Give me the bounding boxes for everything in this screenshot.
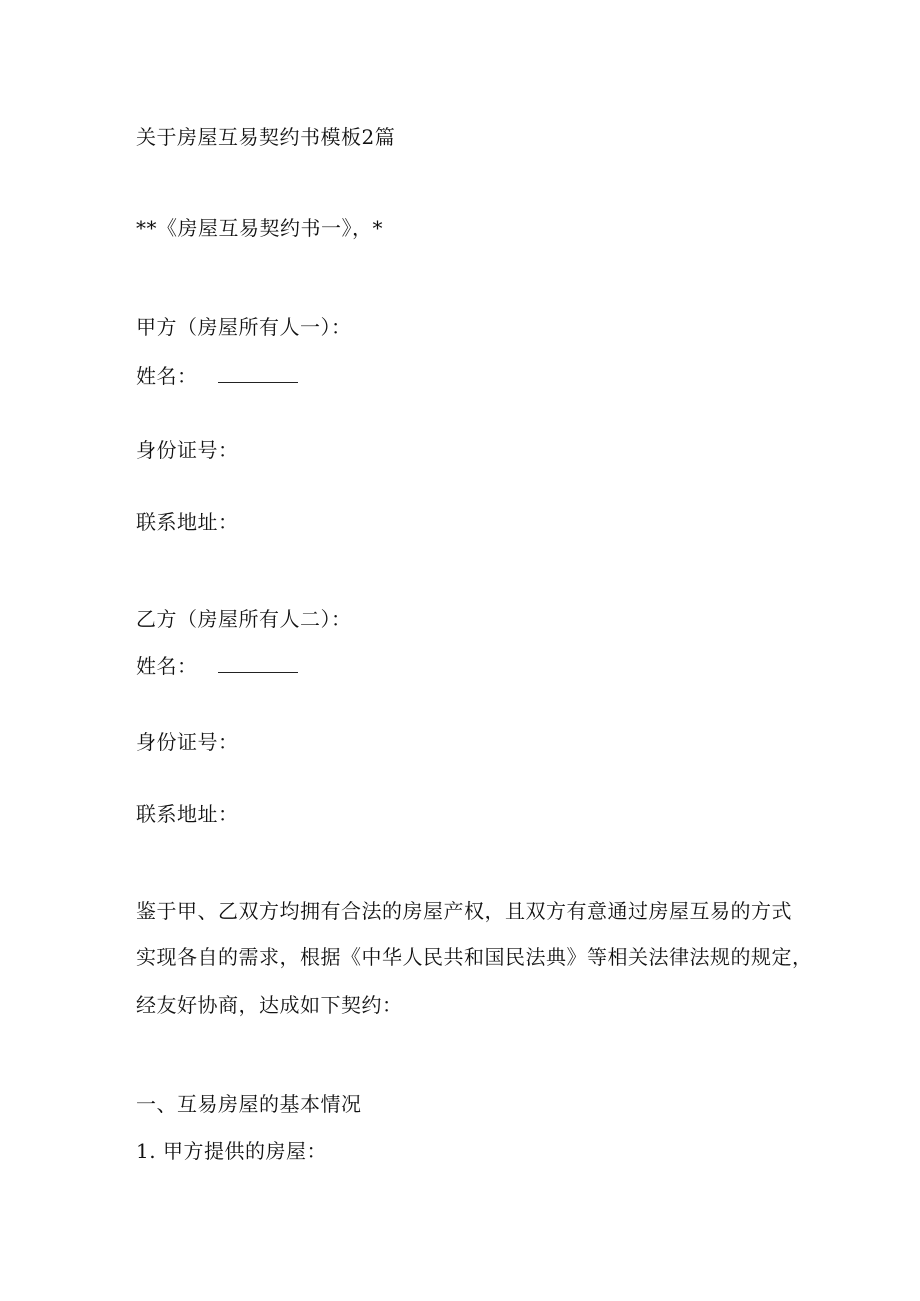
party-b-address-label: 联系地址： xyxy=(136,802,239,826)
section-1-item-1: 1. 甲方提供的房屋： xyxy=(136,1139,327,1163)
document-title: 关于房屋互易契约书模板2篇 xyxy=(136,125,396,149)
preamble-line-2: 实现各自的需求，根据《中华人民共和国民法典》等相关法律法规的规定， xyxy=(136,945,813,969)
party-a-name-row xyxy=(136,362,298,390)
preamble-line-3: 经友好协商，达成如下契约： xyxy=(136,993,403,1017)
party-b-name-blank xyxy=(218,654,298,673)
party-a-address-label: 联系地址： xyxy=(136,510,239,534)
party-b-heading: 乙方（房屋所有人二）： xyxy=(136,607,352,631)
party-b-name-row xyxy=(136,652,298,680)
party-a-heading: 甲方（房屋所有人一）： xyxy=(136,315,352,339)
party-a-name-blank xyxy=(218,364,298,383)
party-b-name-label: 姓名： xyxy=(136,654,198,678)
document-subtitle: **《房屋互易契约书一》，* xyxy=(136,216,383,240)
party-a-id-label: 身份证号： xyxy=(136,438,239,462)
section-1-heading: 一、互易房屋的基本情况 xyxy=(136,1092,362,1116)
party-a-name-label: 姓名： xyxy=(136,364,198,388)
party-b-id-label: 身份证号： xyxy=(136,730,239,754)
preamble-line-1: 鉴于甲、乙双方均拥有合法的房屋产权，且双方有意通过房屋互易的方式 xyxy=(136,899,792,923)
